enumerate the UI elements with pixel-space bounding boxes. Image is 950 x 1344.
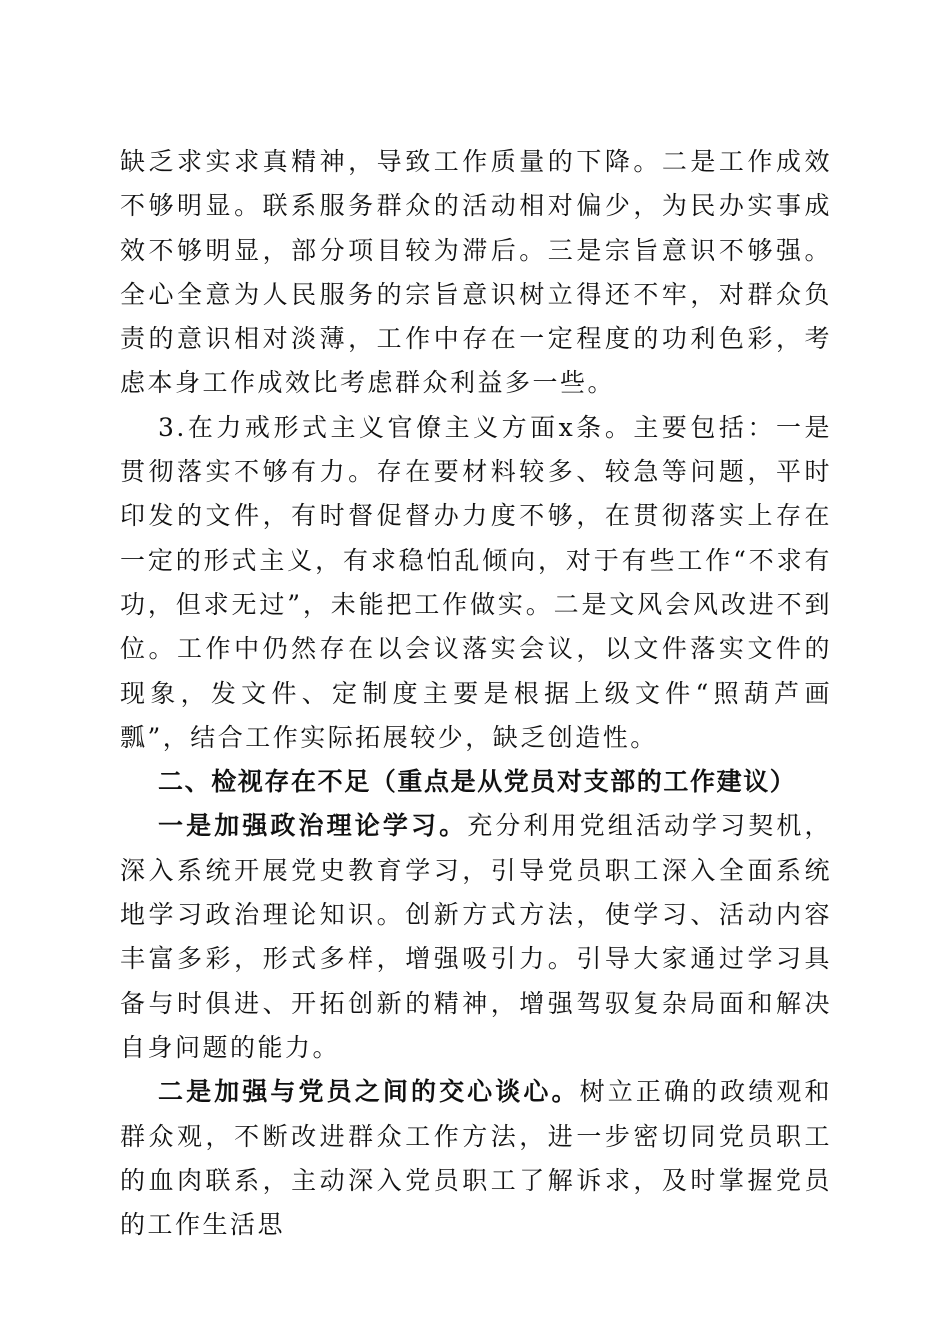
document-body [120,140,832,1247]
section-heading: 二、检视存在不足（重点是从党员对支部的工作建议） [158,767,797,797]
paragraph-suggestion-1 [120,804,832,1070]
paragraph-suggestion-1-lead: 一是加强政治理论学习。 [158,811,468,841]
paragraph-suggestion-2-lead: 二是加强与党员之间的交心谈心。 [158,1077,580,1107]
paragraph-suggestion-2-body: 树立正确的政绩观和群众观，不断改进群众工作方法，进一步密切同党员职工的血肉联系，主动深入党员职工了解诉求，及时掌握党员的工作生活思 [120,1077,832,1240]
paragraph-item-3: 3.在力戒形式主义官僚主义方面x条。主要包括：一是贯彻落实不够有力。存在要材料较多、较急等问题，平时印发的文件，有时督促督办力度不够，在贯彻落实上存在一定的形式主义，有求稳怕乱倾向，对于有些工作“不求有功，但求无过”，未能把工作做实。二是文风会风改进不到位。工作中仍然存在以会议落实会议，以文件落实文件的现象，发文件、定制度主要是根据上级文件“照葫芦画瓢”，结合工作实际拓展较少，缺乏创造性。 [120,412,832,752]
paragraph-suggestion-1-body: 充分利用党组活动学习契机，深入系统开展党史教育学习，引导党员职工深入全面系统地学习政治理论知识。创新方式方法，使学习、活动内容丰富多彩，形式多样，增强吸引力。引导大家通过学习具备与时俱进、开拓创新的精神，增强驾驭复杂局面和解决自身问题的能力。 [120,811,832,1062]
paragraph-continuation: 缺乏求实求真精神，导致工作质量的下降。二是工作成效不够明显。联系服务群众的活动相对偏少，为民办实事成效不够明显，部分项目较为滞后。三是宗旨意识不够强。全心全意为人民服务的宗旨意识树立得还不牢，对群众负责的意识相对淡薄，工作中存在一定程度的功利色彩，考虑本身工作成效比考虑群众利益多一些。 [120,147,832,398]
paragraph-suggestion-2 [120,1070,832,1247]
